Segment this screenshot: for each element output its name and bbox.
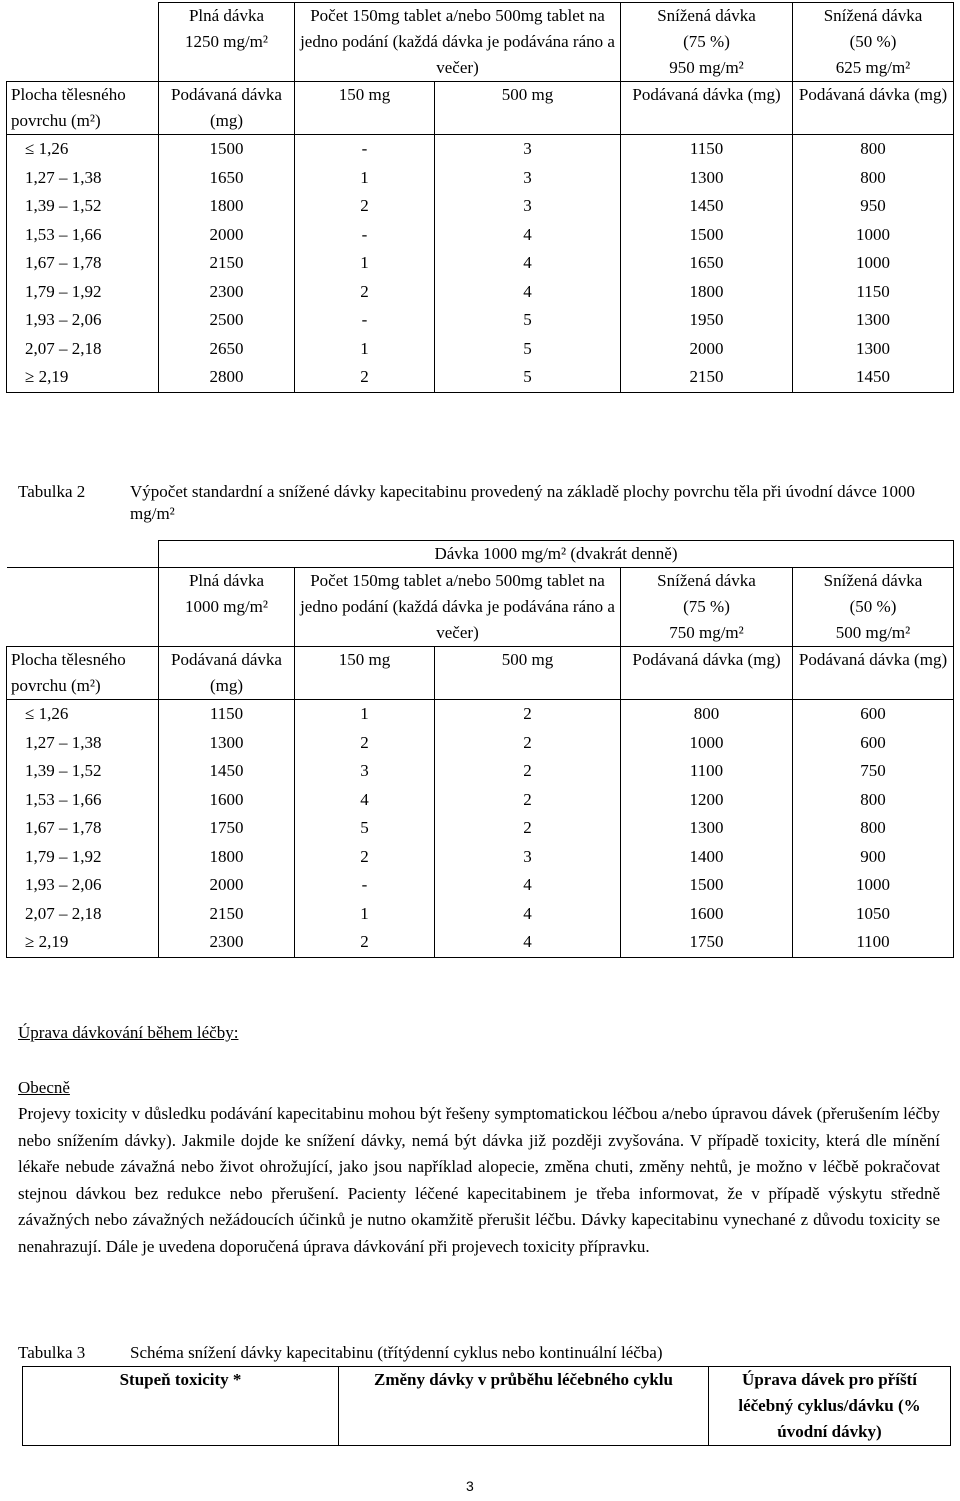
table-row <box>7 700 954 729</box>
dose-change-header: Změny dávky v průběhu léčebného cyklu <box>339 1367 709 1446</box>
table-cell: 1600 <box>621 900 793 929</box>
empty-corner <box>7 568 159 647</box>
table-cell: 2 <box>435 757 621 786</box>
table-cell: 1800 <box>159 192 295 221</box>
table-row <box>7 843 954 872</box>
table-row <box>7 192 954 221</box>
table-cell: - <box>295 221 435 250</box>
table-cell: 1,39 – 1,52 <box>7 757 159 786</box>
caption-text: Výpočet standardní a snížené dávky kapecitabinu provedený na základě plochy povrchu těla při úvodní dávce 1000 mg/m² <box>130 482 916 523</box>
table-cell: 4 <box>435 871 621 900</box>
reduced50-header: Snížená dávka (50 %) 500 mg/m² <box>793 568 954 647</box>
table-cell: 2300 <box>159 928 295 957</box>
table-cell: 2 <box>295 928 435 957</box>
tablets-header: Počet 150mg tablet a/nebo 500mg tablet na jedno podání (každá dávka je podávána ráno a večer) <box>295 3 621 82</box>
table-cell: 1,27 – 1,38 <box>7 729 159 758</box>
table-cell: 2150 <box>159 900 295 929</box>
table-cell: 2 <box>295 843 435 872</box>
table-cell: 2150 <box>621 363 793 392</box>
table-cell: 950 <box>793 192 954 221</box>
table-row <box>7 757 954 786</box>
table-cell: 1300 <box>621 814 793 843</box>
table-cell: 1150 <box>621 135 793 164</box>
page-number: 3 <box>466 1478 474 1494</box>
table-cell: 1750 <box>621 928 793 957</box>
table-cell: 1,79 – 1,92 <box>7 278 159 307</box>
table-row <box>7 814 954 843</box>
table-row <box>7 164 954 193</box>
table-row <box>7 928 954 957</box>
table-cell: 1300 <box>793 306 954 335</box>
table-cell: 2000 <box>159 221 295 250</box>
reduced75-header: Snížená dávka (75 %) 750 mg/m² <box>621 568 793 647</box>
table-cell: 1,67 – 1,78 <box>7 249 159 278</box>
table-cell: ≤ 1,26 <box>7 135 159 164</box>
dose-table-1000 <box>6 540 954 958</box>
table-cell: 600 <box>793 729 954 758</box>
table-cell: 2 <box>295 192 435 221</box>
table-cell: 1,53 – 1,66 <box>7 221 159 250</box>
section-heading: Úprava dávkování během léčby: <box>18 1023 239 1042</box>
table-cell: 4 <box>295 786 435 815</box>
toxicity-table <box>22 1366 951 1446</box>
table-cell: 2,07 – 2,18 <box>7 335 159 364</box>
empty-corner <box>7 541 159 568</box>
table-cell: 2300 <box>159 278 295 307</box>
tablets-header: Počet 150mg tablet a/nebo 500mg tablet na jedno podání (každá dávka je podávána ráno a večer) <box>295 568 621 647</box>
table-cell: 3 <box>295 757 435 786</box>
table-cell: 1,39 – 1,52 <box>7 192 159 221</box>
table-cell: 1300 <box>793 335 954 364</box>
table-cell: 1150 <box>793 278 954 307</box>
table-cell: 1100 <box>621 757 793 786</box>
table-cell: 1000 <box>621 729 793 758</box>
table-cell: 1,67 – 1,78 <box>7 814 159 843</box>
table-cell: 1 <box>295 900 435 929</box>
table-cell: 2 <box>435 786 621 815</box>
table-row <box>7 335 954 364</box>
table-cell: 3 <box>435 843 621 872</box>
table-cell: ≥ 2,19 <box>7 928 159 957</box>
table-cell: 2 <box>295 278 435 307</box>
tab150-header: 150 mg <box>295 82 435 135</box>
table-cell: 750 <box>793 757 954 786</box>
table-cell: 1600 <box>159 786 295 815</box>
table-row <box>7 871 954 900</box>
table-cell: 1450 <box>621 192 793 221</box>
table-cell: - <box>295 135 435 164</box>
table-cell: 800 <box>621 700 793 729</box>
section-paragraph: Projevy toxicity v důsledku podávání kapecitabinu mohou být řešeny symptomatickou léčbou a/nebo úpravou dávek (přerušením léčby nebo snížením dávky). Jakmile dojde ke snížení dávky, nemá být dávka již později zvyšována. V případě toxicity, která dle mínění lékaře nebude závažná nebo život ohrožující, jako jsou například alopecie, změna chuti, změny nehtů, je možno v léčbě pokračovat stejnou dávkou bez redukce nebo přerušení. Pacienty léčené kapecitabinem je třeba informovat, že v případě výskytu středně závažných nebo závažných nežádoucích účinků je nutno okamžitě přerušit léčbu. Dávky kapecitabinu vynechané z důvodu toxicity se nenahrazují. Dále je uvedena doporučená úprava dávkování při projevech toxicity přípravku. <box>18 1104 940 1256</box>
tab500-header: 500 mg <box>435 647 621 700</box>
reduced75-header: Snížená dávka (75 %) 950 mg/m² <box>621 3 793 82</box>
table-cell: 1800 <box>159 843 295 872</box>
table-cell: 1000 <box>793 249 954 278</box>
table-cell: 1650 <box>621 249 793 278</box>
caption-text: Schéma snížení dávky kapecitabinu (třítýdenní cyklus nebo kontinuální léčba) <box>130 1343 663 1362</box>
table-cell: 2000 <box>159 871 295 900</box>
empty-corner <box>7 3 159 82</box>
table-cell: 1 <box>295 249 435 278</box>
table-cell: 1 <box>295 335 435 364</box>
table-cell: 1750 <box>159 814 295 843</box>
table-cell: ≤ 1,26 <box>7 700 159 729</box>
table-row <box>7 306 954 335</box>
caption-number: Tabulka 3 <box>18 1343 86 1362</box>
table-cell: 4 <box>435 278 621 307</box>
table-row <box>7 135 954 164</box>
table-cell: 4 <box>435 900 621 929</box>
table-row <box>7 363 954 392</box>
table-cell: - <box>295 871 435 900</box>
table-cell: 1500 <box>621 221 793 250</box>
table-cell: 2000 <box>621 335 793 364</box>
table-cell: 4 <box>435 928 621 957</box>
table-cell: 1500 <box>621 871 793 900</box>
table-cell: 2 <box>435 729 621 758</box>
table-cell: 800 <box>793 135 954 164</box>
given-dose75-header: Podávaná dávka (mg) <box>621 647 793 700</box>
toxicity-grade-header: Stupeň toxicity * <box>23 1367 339 1446</box>
given-dose-header: Podávaná dávka (mg) <box>159 82 295 135</box>
table-cell: 1950 <box>621 306 793 335</box>
table-cell: 4 <box>435 249 621 278</box>
table-cell: 1650 <box>159 164 295 193</box>
table-cell: 600 <box>793 700 954 729</box>
table-cell: 1 <box>295 700 435 729</box>
table-cell: 5 <box>435 363 621 392</box>
next-cycle-header: Úprava dávek pro příští léčebný cyklus/dávku (% úvodní dávky) <box>709 1367 951 1446</box>
table-cell: 900 <box>793 843 954 872</box>
table-cell: 1,27 – 1,38 <box>7 164 159 193</box>
section-subheading: Obecně <box>18 1078 70 1097</box>
table-cell: 2800 <box>159 363 295 392</box>
table-cell: 800 <box>793 814 954 843</box>
table-cell: 1200 <box>621 786 793 815</box>
table-row <box>7 249 954 278</box>
given-dose-header: Podávaná dávka (mg) <box>159 647 295 700</box>
table-cell: 2,07 – 2,18 <box>7 900 159 929</box>
table-cell: 1100 <box>793 928 954 957</box>
table-cell: 1,93 – 2,06 <box>7 306 159 335</box>
table-cell: ≥ 2,19 <box>7 363 159 392</box>
table-cell: 3 <box>435 135 621 164</box>
table-row <box>7 900 954 929</box>
table-cell: 1300 <box>621 164 793 193</box>
table-cell: 3 <box>435 192 621 221</box>
table2-title: Dávka 1000 mg/m² (dvakrát denně) <box>159 541 954 568</box>
tab150-header: 150 mg <box>295 647 435 700</box>
tab500-header: 500 mg <box>435 82 621 135</box>
table-cell: 2 <box>435 814 621 843</box>
table-cell: 1800 <box>621 278 793 307</box>
table-cell: 1050 <box>793 900 954 929</box>
table-cell: 1400 <box>621 843 793 872</box>
table-row <box>7 786 954 815</box>
table-cell: 3 <box>435 164 621 193</box>
table-cell: 4 <box>435 221 621 250</box>
table-cell: 2650 <box>159 335 295 364</box>
table-cell: 1150 <box>159 700 295 729</box>
table-cell: 1000 <box>793 871 954 900</box>
full-dose-header: Plná dávka 1250 mg/m² <box>159 3 295 82</box>
given-dose50-header: Podávaná dávka (mg) <box>793 647 954 700</box>
table-cell: 2 <box>295 363 435 392</box>
table-cell: 800 <box>793 786 954 815</box>
table-cell: 1450 <box>793 363 954 392</box>
table-cell: 2500 <box>159 306 295 335</box>
reduced50-header: Snížená dávka (50 %) 625 mg/m² <box>793 3 954 82</box>
table-cell: 800 <box>793 164 954 193</box>
table-cell: 5 <box>435 306 621 335</box>
dose-table-1250 <box>6 2 954 393</box>
bsa-header: Plocha tělesného povrchu (m²) <box>7 647 159 700</box>
given-dose50-header: Podávaná dávka (mg) <box>793 82 954 135</box>
table-row <box>7 221 954 250</box>
table-row <box>7 729 954 758</box>
table-cell: 1,93 – 2,06 <box>7 871 159 900</box>
table-cell: 1450 <box>159 757 295 786</box>
table-cell: 1 <box>295 164 435 193</box>
table-cell: 1,53 – 1,66 <box>7 786 159 815</box>
caption-number: Tabulka 2 <box>18 482 86 501</box>
table-cell: 1500 <box>159 135 295 164</box>
table-cell: - <box>295 306 435 335</box>
table-cell: 1000 <box>793 221 954 250</box>
full-dose-header: Plná dávka 1000 mg/m² <box>159 568 295 647</box>
table-cell: 1,79 – 1,92 <box>7 843 159 872</box>
table-cell: 5 <box>295 814 435 843</box>
table-row <box>7 278 954 307</box>
bsa-header: Plocha tělesného povrchu (m²) <box>7 82 159 135</box>
given-dose75-header: Podávaná dávka (mg) <box>621 82 793 135</box>
table-cell: 2 <box>295 729 435 758</box>
table-cell: 1300 <box>159 729 295 758</box>
table-cell: 2150 <box>159 249 295 278</box>
table-cell: 5 <box>435 335 621 364</box>
table-cell: 2 <box>435 700 621 729</box>
